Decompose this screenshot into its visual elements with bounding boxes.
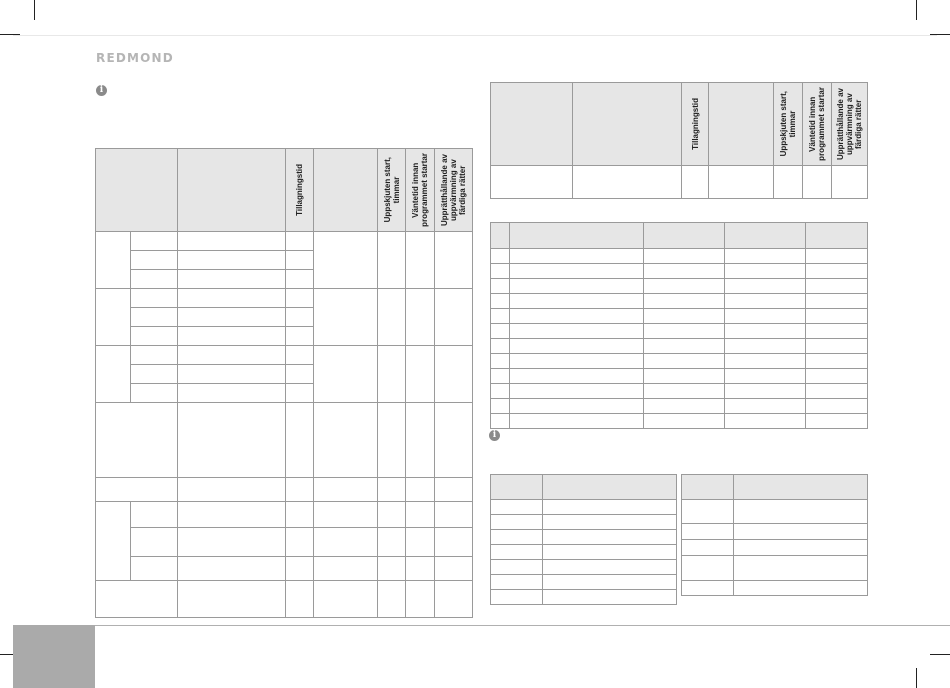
table-cell — [510, 294, 644, 309]
table-cell — [491, 399, 510, 414]
table-cell — [806, 264, 868, 279]
table-cell — [131, 557, 178, 581]
table-cell — [378, 557, 406, 581]
table-cell — [178, 581, 286, 618]
table-cell — [131, 251, 178, 270]
table-cell — [96, 289, 131, 346]
table-cell — [491, 560, 543, 575]
table-cell — [510, 384, 644, 399]
table-cell — [644, 279, 725, 294]
table-cell — [803, 166, 832, 199]
table-cell — [510, 309, 644, 324]
table-cell — [314, 528, 378, 557]
table-cell — [644, 264, 725, 279]
table-cell — [406, 289, 435, 346]
table-cell — [491, 369, 510, 384]
header-waiting-time: Väntetid innan programmet startar — [411, 153, 429, 227]
brand-logo: REDMOND — [96, 51, 174, 65]
header-waiting-time: Väntetid innan programmet startar — [808, 87, 826, 161]
header-cell — [96, 149, 178, 232]
table-cell — [314, 581, 378, 618]
table-cell — [178, 557, 286, 581]
table-cell — [131, 327, 178, 346]
cooking-guide-table — [490, 222, 868, 429]
table-cell — [131, 270, 178, 289]
table-cell — [734, 524, 868, 540]
table-cell — [286, 478, 314, 502]
header-cooking-time: Tillagningstid — [690, 98, 700, 150]
table-cell — [543, 515, 677, 530]
table-cell — [314, 502, 378, 528]
table-cell — [435, 478, 473, 502]
table-cell — [491, 530, 543, 545]
page-number-box — [13, 625, 95, 688]
table-cell — [435, 232, 473, 289]
table-cell — [96, 346, 131, 403]
program-table-right — [490, 82, 868, 199]
table-cell — [491, 339, 510, 354]
table-cell — [96, 478, 178, 502]
table-cell — [510, 264, 644, 279]
header-cell — [543, 475, 677, 500]
table-cell — [286, 270, 314, 289]
header-cell — [491, 475, 543, 500]
table-cell — [96, 403, 178, 478]
header-delayed-start: Uppskjuten start, timmar — [779, 91, 797, 157]
table-cell — [644, 324, 725, 339]
table-cell — [491, 294, 510, 309]
table-cell — [644, 399, 725, 414]
table-cell — [644, 249, 725, 264]
table-cell — [178, 308, 286, 327]
table-cell — [734, 556, 868, 581]
table-cell — [435, 346, 473, 403]
table-cell — [178, 232, 286, 251]
table-cell — [543, 590, 677, 605]
table-cell — [510, 354, 644, 369]
table-cell — [435, 403, 473, 478]
table-cell — [734, 540, 868, 556]
table-cell — [96, 232, 131, 289]
header-cell — [178, 149, 286, 232]
table-cell — [96, 502, 131, 581]
table-cell — [314, 557, 378, 581]
header-cell — [491, 223, 510, 249]
table-cell — [725, 339, 806, 354]
table-cell — [491, 500, 543, 515]
table-cell — [406, 478, 435, 502]
table-cell — [510, 399, 644, 414]
crop-mark — [930, 654, 950, 655]
table-cell — [510, 249, 644, 264]
table-cell — [682, 581, 734, 596]
table-cell — [435, 502, 473, 528]
table-cell — [286, 502, 314, 528]
header-cell — [510, 223, 644, 249]
table-cell — [286, 346, 314, 365]
table-cell — [96, 581, 178, 618]
table-cell — [806, 399, 868, 414]
table-cell — [435, 557, 473, 581]
header-cell — [832, 83, 868, 166]
header-rule — [13, 35, 937, 36]
table-cell — [682, 524, 734, 540]
table-cell — [806, 249, 868, 264]
table-cell — [286, 327, 314, 346]
table-cell — [734, 581, 868, 596]
table-cell — [178, 289, 286, 308]
table-cell — [131, 528, 178, 557]
table-cell — [806, 369, 868, 384]
table-cell — [491, 279, 510, 294]
table-cell — [286, 403, 314, 478]
table-cell — [378, 528, 406, 557]
table-cell — [314, 403, 378, 478]
table-cell — [806, 384, 868, 399]
table-cell — [178, 478, 286, 502]
table-cell — [491, 575, 543, 590]
table-cell — [491, 545, 543, 560]
header-keep-warm: Upprätthållande av uppvärmning av färdiga rätter — [440, 153, 467, 226]
header-delayed-start: Uppskjuten start, timmar — [382, 157, 401, 223]
info-icon: i — [489, 430, 500, 441]
header-cell — [435, 149, 473, 232]
header-cell — [573, 83, 682, 166]
table-cell — [178, 502, 286, 528]
table-cell — [378, 478, 406, 502]
table-cell — [178, 327, 286, 346]
table-cell — [435, 581, 473, 618]
table-cell — [725, 309, 806, 324]
header-cell — [806, 223, 868, 249]
header-cell — [774, 83, 803, 166]
table-cell — [406, 232, 435, 289]
table-cell — [725, 369, 806, 384]
table-cell — [131, 384, 178, 403]
table-cell — [406, 581, 435, 618]
table-cell — [131, 502, 178, 528]
table-cell — [725, 324, 806, 339]
table-cell — [543, 530, 677, 545]
info-icon: i — [96, 85, 107, 96]
small-table-b — [681, 474, 868, 596]
table-cell — [682, 540, 734, 556]
crop-mark — [916, 0, 917, 20]
table-cell — [178, 365, 286, 384]
small-table-a — [490, 474, 677, 605]
table-cell — [725, 399, 806, 414]
table-cell — [725, 414, 806, 429]
table-cell — [131, 232, 178, 251]
table-cell — [314, 346, 378, 403]
table-cell — [491, 515, 543, 530]
table-cell — [314, 478, 378, 502]
table-cell — [725, 294, 806, 309]
table-cell — [644, 354, 725, 369]
table-cell — [314, 289, 378, 346]
table-cell — [510, 324, 644, 339]
table-cell — [644, 294, 725, 309]
table-cell — [806, 339, 868, 354]
table-cell — [725, 384, 806, 399]
header-cooking-time: Tillagningstid — [295, 164, 304, 216]
table-cell — [406, 528, 435, 557]
table-cell — [510, 414, 644, 429]
table-cell — [406, 346, 435, 403]
header-cell — [644, 223, 725, 249]
table-cell — [510, 369, 644, 384]
header-cell — [709, 83, 774, 166]
table-cell — [131, 289, 178, 308]
footer-rule — [95, 625, 950, 626]
table-cell — [682, 166, 709, 199]
table-cell — [378, 502, 406, 528]
table-cell — [682, 500, 734, 524]
table-cell — [644, 339, 725, 354]
program-table-left — [95, 148, 473, 618]
table-cell — [806, 294, 868, 309]
header-cell — [491, 83, 573, 166]
table-cell — [806, 354, 868, 369]
table-cell — [314, 232, 378, 289]
table-cell — [832, 166, 868, 199]
header-cell — [378, 149, 406, 232]
table-cell — [510, 339, 644, 354]
table-cell — [286, 232, 314, 251]
table-cell — [491, 249, 510, 264]
table-cell — [725, 264, 806, 279]
crop-mark — [916, 668, 917, 688]
table-cell — [131, 365, 178, 384]
table-cell — [378, 232, 406, 289]
table-cell — [286, 384, 314, 403]
table-cell — [178, 384, 286, 403]
table-cell — [178, 403, 286, 478]
table-cell — [491, 309, 510, 324]
header-cell — [314, 149, 378, 232]
table-cell — [573, 166, 682, 199]
table-cell — [491, 384, 510, 399]
table-cell — [286, 528, 314, 557]
table-cell — [178, 270, 286, 289]
header-cell — [682, 475, 734, 500]
table-cell — [644, 309, 725, 324]
table-cell — [725, 279, 806, 294]
table-cell — [543, 500, 677, 515]
header-cell — [682, 83, 709, 166]
table-cell — [178, 528, 286, 557]
table-cell — [725, 249, 806, 264]
table-cell — [378, 581, 406, 618]
table-cell — [378, 289, 406, 346]
table-cell — [378, 403, 406, 478]
table-cell — [491, 354, 510, 369]
header-cell — [725, 223, 806, 249]
header-cell — [286, 149, 314, 232]
table-cell — [806, 309, 868, 324]
table-cell — [543, 545, 677, 560]
table-cell — [806, 279, 868, 294]
table-cell — [131, 346, 178, 365]
header-cell — [406, 149, 435, 232]
table-cell — [644, 414, 725, 429]
table-cell — [435, 289, 473, 346]
table-cell — [178, 346, 286, 365]
table-cell — [806, 324, 868, 339]
table-cell — [286, 557, 314, 581]
table-cell — [491, 264, 510, 279]
table-cell — [406, 403, 435, 478]
table-cell — [286, 581, 314, 618]
table-cell — [644, 384, 725, 399]
table-cell — [774, 166, 803, 199]
header-cell — [734, 475, 868, 500]
table-cell — [543, 575, 677, 590]
table-cell — [709, 166, 774, 199]
crop-mark — [34, 0, 35, 20]
table-cell — [286, 308, 314, 327]
table-cell — [543, 560, 677, 575]
header-keep-warm: Upprätthållande av uppvärmning av färdiga rätter — [836, 87, 863, 160]
table-cell — [491, 590, 543, 605]
table-cell — [286, 251, 314, 270]
header-cell — [803, 83, 832, 166]
table-cell — [725, 354, 806, 369]
table-cell — [806, 414, 868, 429]
table-cell — [286, 289, 314, 308]
table-cell — [131, 308, 178, 327]
table-cell — [406, 557, 435, 581]
table-cell — [435, 528, 473, 557]
table-cell — [644, 369, 725, 384]
table-cell — [682, 556, 734, 581]
table-cell — [491, 324, 510, 339]
table-cell — [734, 500, 868, 524]
table-cell — [406, 502, 435, 528]
table-cell — [510, 279, 644, 294]
table-cell — [286, 365, 314, 384]
table-cell — [491, 414, 510, 429]
table-cell — [378, 346, 406, 403]
table-cell — [491, 166, 573, 199]
table-cell — [178, 251, 286, 270]
